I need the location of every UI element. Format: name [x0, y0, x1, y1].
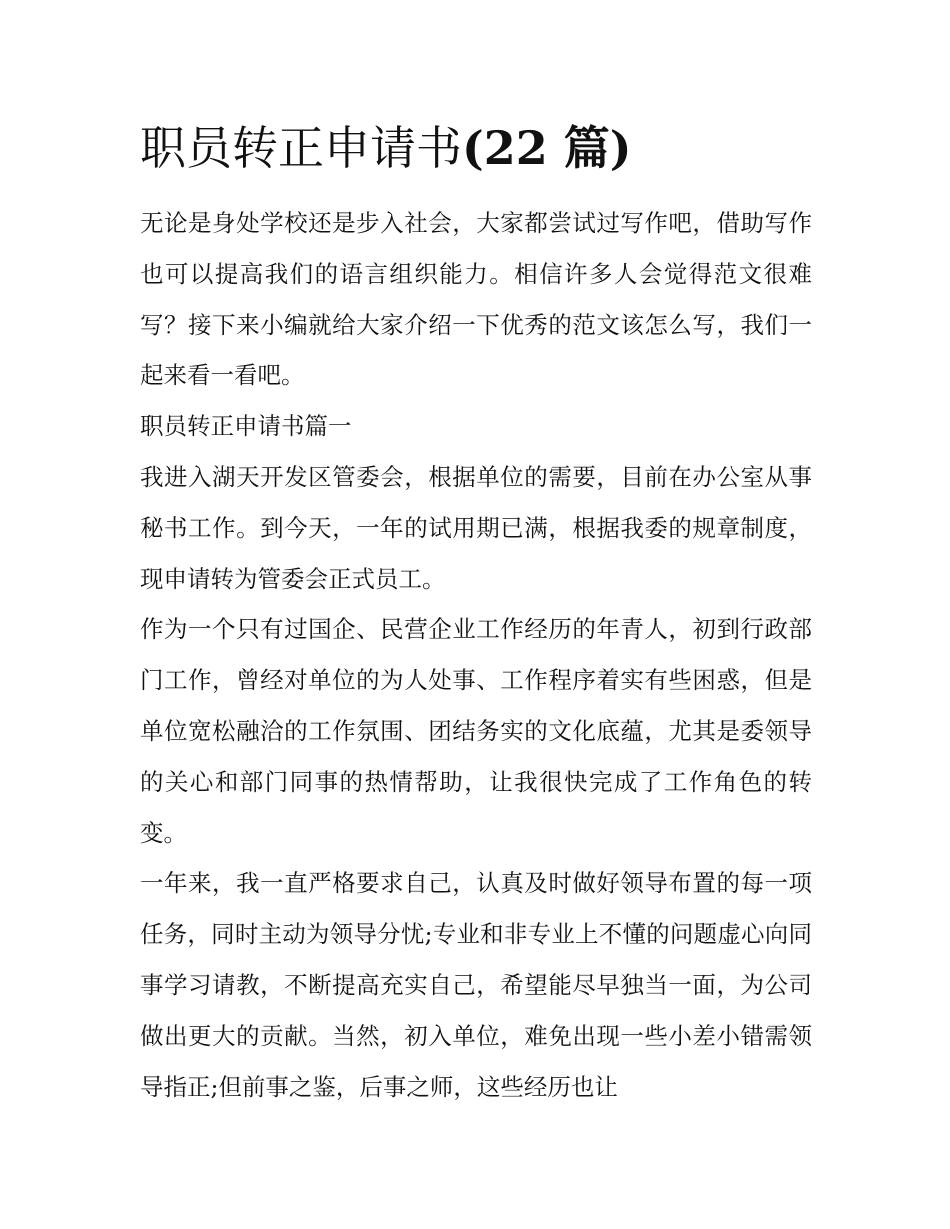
- body-paragraph: 我进入湖天开发区管委会，根据单位的需要，目前在办公室从事秘书工作。到今天，一年的试用期已满，根据我委的规章制度，现申请转为管委会正式员工。: [140, 462, 812, 593]
- body-paragraph: 作为一个只有过国企、民营企业工作经历的年青人，初到行政部门工作，曾经对单位的为人处事、工作程序着实有些困惑，但是单位宽松融洽的工作氛围、团结务实的文化底蕴，尤其是委领导的关心和部门同事的热情帮助，让我很快完成了工作角色的转变。: [140, 615, 812, 847]
- title-text: 职员转正申请书: [140, 121, 462, 175]
- body-paragraph: 一年来，我一直严格要求自己，认真及时做好领导布置的每一项任务，同时主动为领导分忧;专业和非专业上不懂的问题虚心向同事学习请教，不断提高充实自己，希望能尽早独当一面，为公司做出更大的贡献。当然，初入单位，难免出现一些小差小错需领导指正;但前事之鉴，后事之师，这些经历也让: [140, 869, 812, 1101]
- title-count: (22 篇): [462, 121, 632, 175]
- intro-paragraph: 无论是身处学校还是步入社会，大家都尝试过写作吧，借助写作也可以提高我们的语言组织能力。相信许多人会觉得范文很难写？接下来小编就给大家介绍一下优秀的范文该怎么写，我们一起来看一看吧。: [140, 209, 812, 390]
- section-heading: 职员转正申请书篇一: [140, 412, 352, 441]
- document-body: [140, 198, 812, 1112]
- document-title: [140, 118, 820, 178]
